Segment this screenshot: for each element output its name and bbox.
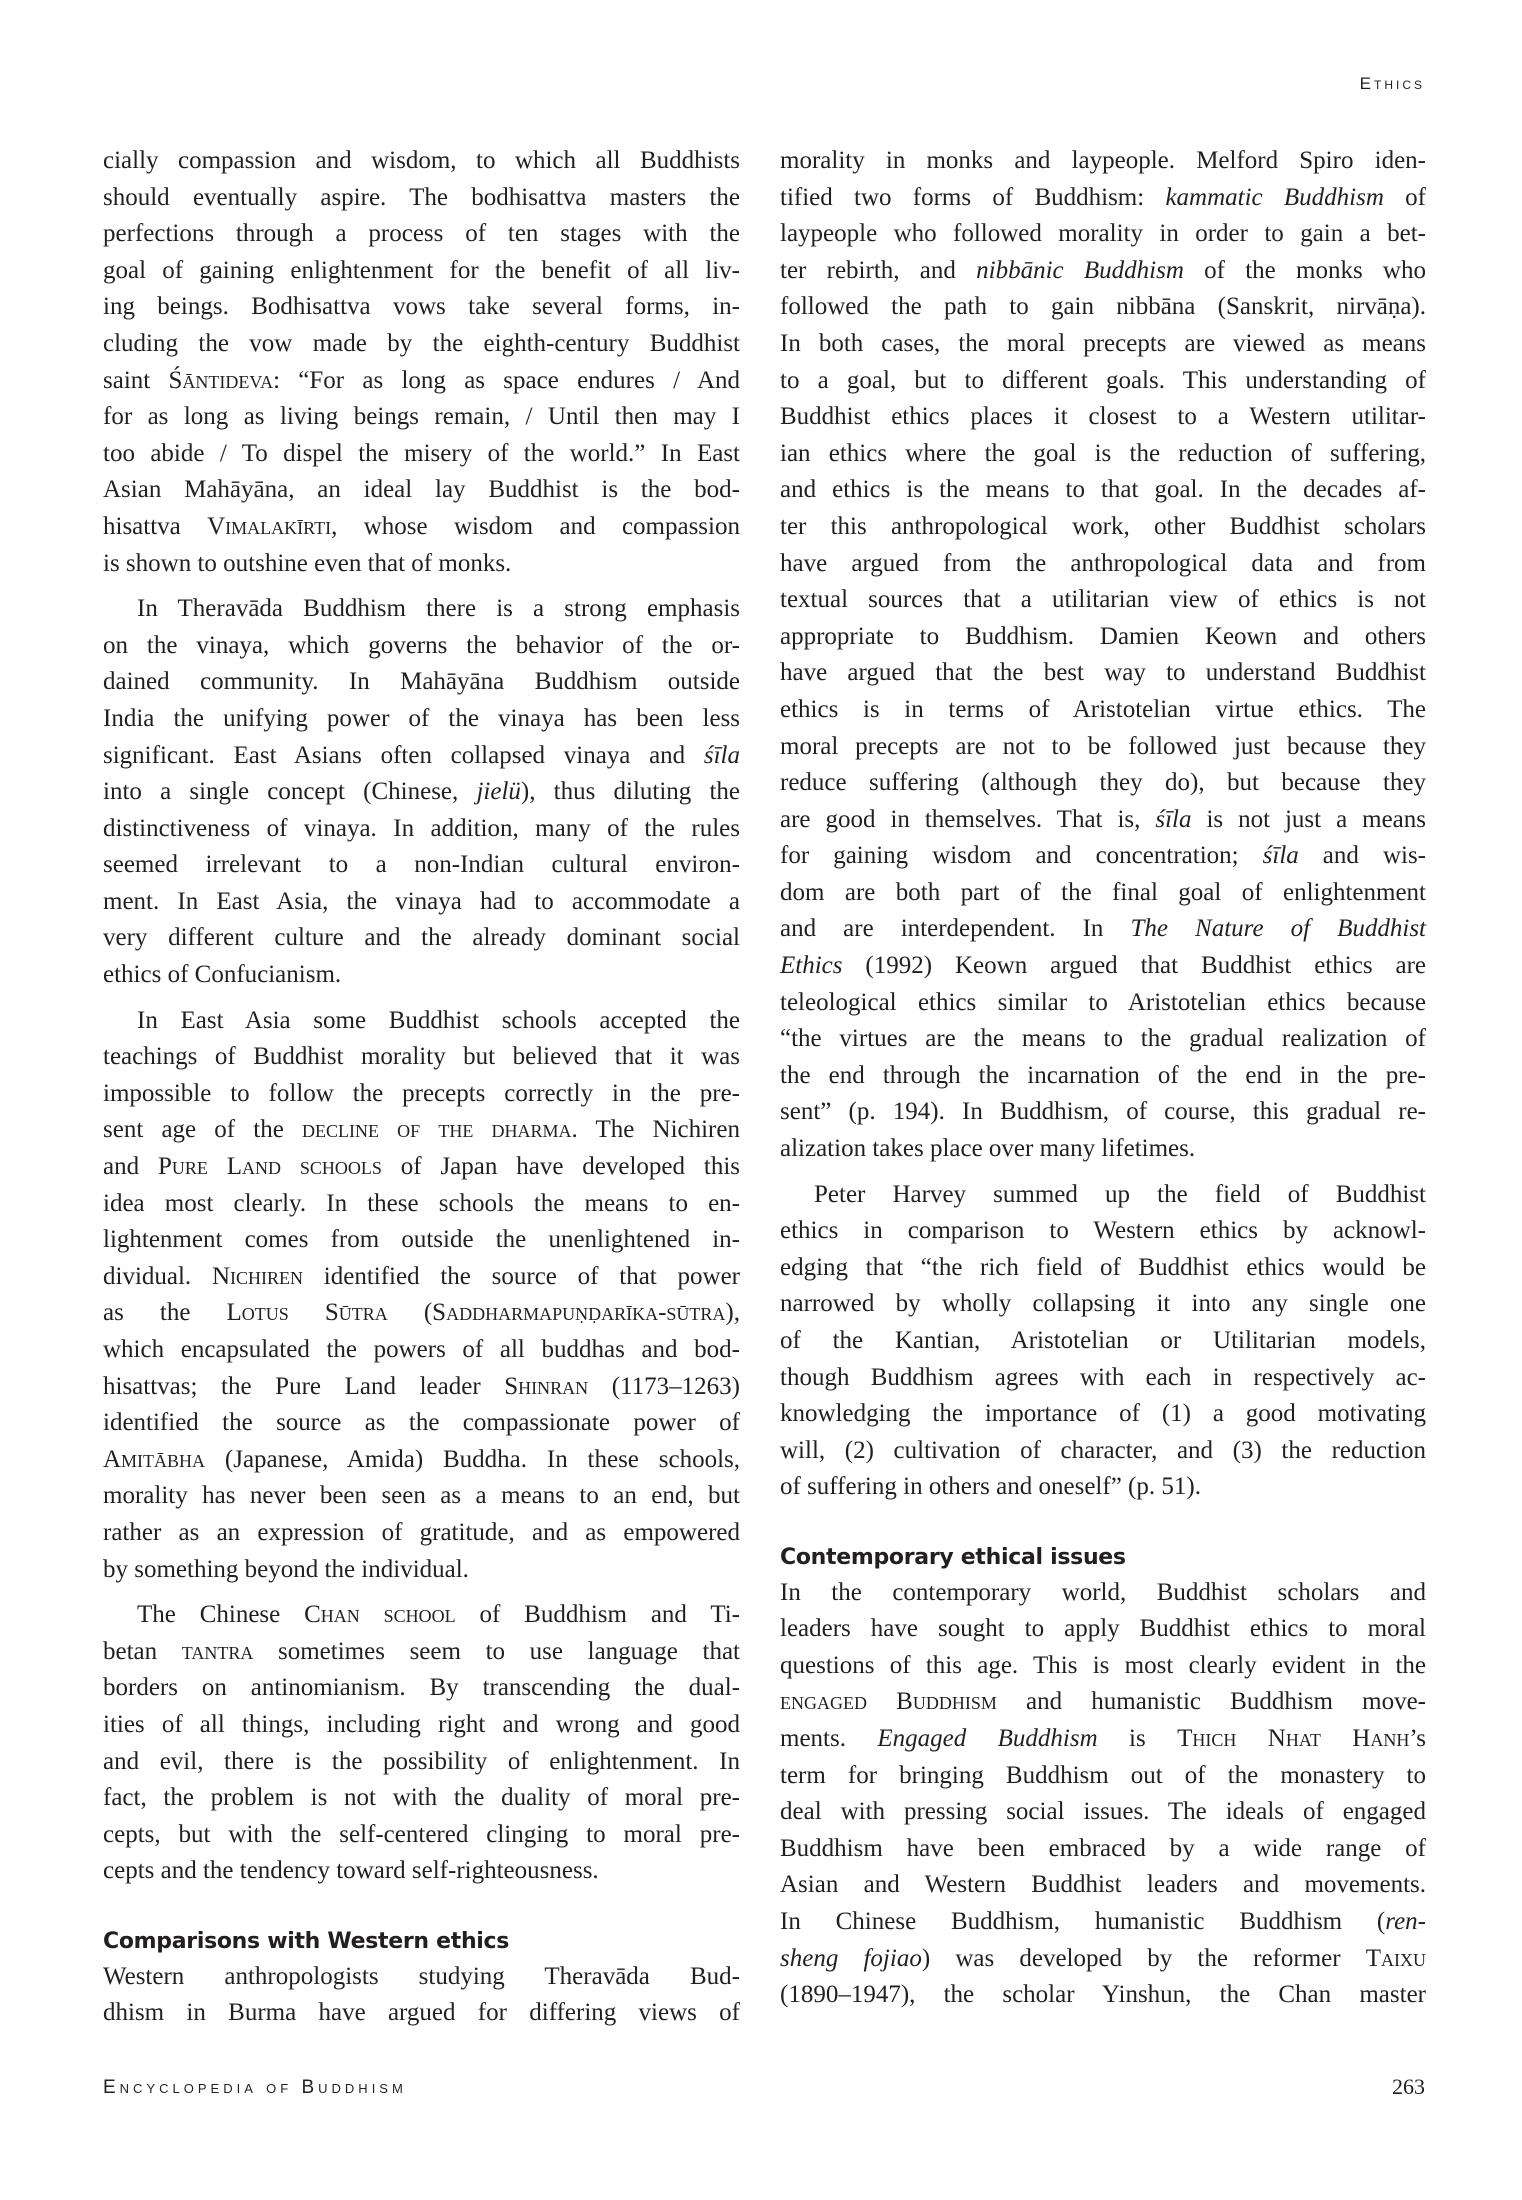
text-run: Asian and Western Buddhist leaders and movements. — [780, 1871, 1426, 1899]
text-line — [780, 1286, 1426, 1323]
text-run: (Japanese, Amida) Buddha. In these schools, — [205, 1445, 740, 1473]
text-run: ing beings. Bodhisattva vows take several forms, in- — [103, 293, 740, 321]
text-line — [103, 774, 740, 811]
text-run: ), thus diluting the — [520, 778, 740, 806]
cross-reference: Śāntideva — [168, 366, 274, 394]
text-run: In the contemporary world, Buddhist scholars and — [780, 1578, 1426, 1606]
cross-reference: Shinran — [504, 1372, 589, 1400]
text-run: dained community. In Mahāyāna Buddhism outside — [103, 668, 740, 696]
text-line — [103, 1003, 740, 1040]
paragraph-spacer — [780, 1168, 1426, 1177]
text-run: ian ethics where the goal is the reduction of suffering, — [780, 439, 1426, 467]
text-run: Peter Harvey summed up the field of Buddhist — [814, 1180, 1426, 1208]
text-run: In both cases, the moral precepts are viewed as means — [780, 329, 1426, 357]
cross-reference: Lotus Sūtra (Saddharmapuṇḍarīka-sūtra) — [226, 1299, 734, 1327]
text-line — [780, 1058, 1426, 1095]
section-heading: Comparisons with Western ethics — [103, 1928, 510, 1954]
text-run: cepts and the tendency toward self-righteousness. — [103, 1857, 599, 1885]
text-run: hisattva — [103, 512, 208, 540]
text-run: of — [1383, 183, 1426, 211]
text-run: significant. East Asians often collapsed vinaya and — [103, 741, 704, 769]
text-run: sent age of the — [103, 1116, 303, 1144]
text-line — [103, 472, 740, 509]
left-column — [103, 143, 740, 2032]
text-line — [103, 436, 740, 473]
text-run: : “For as long as space endures / And — [273, 366, 740, 394]
italic-term: nibbānic Buddhism — [976, 256, 1184, 284]
text-line — [780, 1758, 1426, 1795]
text-line — [103, 1332, 740, 1369]
text-line — [780, 1094, 1426, 1131]
text-run: saint — [103, 366, 169, 394]
footer-book-title: Encyclopedia of Buddhism — [103, 2077, 407, 2098]
text-run: cluding the vow made by the eighth-century Buddhist — [103, 329, 740, 357]
paragraph — [780, 143, 1426, 1168]
text-run: idea most clearly. In these schools the means to en- — [103, 1189, 740, 1217]
text-run: fact, the problem is not with the duality of moral pre- — [103, 1784, 740, 1812]
text-line — [780, 1684, 1426, 1721]
text-line — [780, 655, 1426, 692]
text-run: term for bringing Buddhism out of the monastery to — [780, 1761, 1426, 1789]
text-line — [103, 591, 740, 628]
text-line — [780, 802, 1426, 839]
text-line — [103, 1259, 740, 1296]
text-line — [103, 143, 740, 180]
text-line — [780, 509, 1426, 546]
text-line — [780, 1396, 1426, 1433]
text-run: and wis- — [1298, 842, 1427, 870]
text-run: of suffering in others and oneself” (p. 51). — [780, 1473, 1201, 1501]
text-line — [780, 253, 1426, 290]
text-run: have argued from the anthropological data and from — [780, 549, 1426, 577]
cross-reference: Pure Land schools — [157, 1153, 382, 1181]
text-line — [780, 875, 1426, 912]
text-run: , — [733, 1299, 740, 1327]
text-run: reduce suffering (although they do), but because they — [780, 769, 1426, 797]
text-run: and — [103, 1153, 158, 1181]
page-number: 263 — [1392, 2074, 1425, 2099]
text-line — [103, 701, 740, 738]
text-line — [780, 1323, 1426, 1360]
text-line — [103, 920, 740, 957]
text-run: sometimes seem to use language that — [253, 1637, 740, 1665]
text-run: perfections through a process of ten stages with the — [103, 220, 740, 248]
running-head: Ethics — [1359, 74, 1425, 93]
text-run: teleological ethics similar to Aristotelian ethics because — [780, 988, 1426, 1016]
paragraph — [780, 1575, 1426, 2014]
text-line — [780, 1360, 1426, 1397]
text-run: cially compassion and wisdom, to which all Buddhists — [103, 147, 740, 174]
text-line — [103, 957, 740, 994]
text-run: to a goal, but to different goals. This understanding of — [780, 366, 1426, 394]
text-run: moral precepts are not to be followed just because they — [780, 732, 1426, 760]
text-run: knowledging the importance of (1) a good motivating — [780, 1400, 1426, 1428]
text-run: India the unifying power of the vinaya has been less — [103, 704, 740, 732]
text-run: cepts, but with the self-centered clinging to moral pre- — [103, 1820, 740, 1848]
text-run: tified two forms of Buddhism: — [780, 183, 1166, 211]
text-run: “the virtues are the means to the gradual realization of — [780, 1025, 1426, 1053]
text-line — [103, 664, 740, 701]
text-line — [103, 811, 740, 848]
text-run: of Buddhism and Ti- — [455, 1601, 740, 1629]
text-run: lightenment comes from outside the unenlightened in- — [103, 1226, 740, 1254]
cross-reference: engaged Buddhism — [780, 1688, 997, 1716]
text-run: of the monks who — [1183, 256, 1426, 284]
text-run: and humanistic Buddhism move- — [996, 1688, 1426, 1716]
text-line — [103, 1995, 740, 2032]
text-run: by something beyond the individual. — [103, 1555, 469, 1583]
text-line — [103, 216, 740, 253]
italic-term: Ethics — [780, 952, 843, 980]
text-run: laypeople who followed morality in order to gain a bet- — [780, 220, 1426, 248]
text-line — [103, 1552, 740, 1589]
text-line — [103, 363, 740, 400]
text-run: followed the path to gain nibbāna (Sanskrit, nirvāṇa). — [780, 293, 1426, 321]
text-run: teachings of Buddhist morality but believed that it was — [103, 1043, 740, 1071]
text-run: very different culture and the already dominant social — [103, 924, 740, 952]
text-line — [780, 1213, 1426, 1250]
text-run: will, (2) cultivation of character, and (3) the reduction — [780, 1436, 1426, 1464]
text-run: the end through the incarnation of the end in the pre- — [780, 1061, 1426, 1089]
text-line — [103, 1222, 740, 1259]
text-run: leaders have sought to apply Buddhist ethics to moral — [780, 1615, 1426, 1643]
text-line — [103, 1853, 740, 1890]
text-line — [780, 180, 1426, 217]
text-run: ethics is in terms of Aristotelian virtue ethics. The — [780, 695, 1426, 723]
text-run: Asian Mahāyāna, an ideal lay Buddhist is the bod- — [103, 476, 740, 504]
text-run: The Chinese — [137, 1601, 305, 1629]
text-run: (1173–1263) — [588, 1372, 740, 1400]
text-run: ) was developed by the reformer — [921, 1944, 1366, 1972]
text-run: for as long as living beings remain, / Until then may I — [103, 403, 740, 431]
text-line — [780, 1721, 1426, 1758]
text-line — [780, 1977, 1426, 2014]
text-run: seemed irrelevant to a non-Indian cultural environ- — [103, 851, 740, 879]
text-line — [780, 1941, 1426, 1978]
text-line — [103, 884, 740, 921]
text-run: as the — [103, 1299, 227, 1327]
text-run: on the vinaya, which governs the behavior of the or- — [103, 631, 740, 659]
text-line — [780, 1794, 1426, 1831]
text-run: should eventually aspire. The bodhisattva masters the — [103, 183, 740, 211]
paragraph-spacer — [103, 1588, 740, 1597]
text-line — [780, 472, 1426, 509]
text-line — [103, 1597, 740, 1634]
text-line — [780, 838, 1426, 875]
text-line — [780, 582, 1426, 619]
section-heading: Contemporary ethical issues — [780, 1544, 1126, 1570]
text-line — [780, 619, 1426, 656]
text-line — [103, 509, 740, 546]
text-run: Buddhist ethics places it closest to a Western utilitar- — [780, 403, 1426, 431]
text-run: rather as an expression of gratitude, and as empowered — [103, 1518, 740, 1546]
text-line — [103, 1959, 740, 1996]
cross-reference: Nichiren — [211, 1262, 304, 1290]
text-run: deal with pressing social issues. The ideals of engaged — [780, 1798, 1426, 1826]
italic-term: śīla — [703, 741, 740, 769]
text-run: alization takes place over many lifetimes. — [780, 1135, 1196, 1163]
text-line — [780, 1433, 1426, 1470]
text-line — [780, 143, 1426, 180]
text-run: ments. — [780, 1724, 878, 1752]
text-line — [780, 692, 1426, 729]
text-run: ethics in comparison to Western ethics by acknowl- — [780, 1217, 1426, 1245]
text-line — [103, 180, 740, 217]
text-run: ’s — [1409, 1724, 1427, 1752]
text-run: borders on antinomianism. By transcending the dual- — [103, 1674, 740, 1702]
text-line — [780, 1904, 1426, 1941]
text-line — [103, 1478, 740, 1515]
text-line — [103, 1442, 740, 1479]
text-run: dom are both part of the final goal of enlightenment — [780, 878, 1426, 906]
text-run: ities of all things, including right and wrong and good — [103, 1710, 740, 1738]
text-line — [780, 985, 1426, 1022]
text-line — [103, 1076, 740, 1113]
text-run: edging that “the rich field of Buddhist ethics would be — [780, 1253, 1426, 1281]
section-spacer — [780, 1506, 1426, 1538]
text-line — [103, 1039, 740, 1076]
text-run: identified the source of that power — [303, 1262, 740, 1290]
cross-reference: Taixu — [1365, 1944, 1426, 1972]
text-line — [780, 1575, 1426, 1612]
text-run: questions of this age. This is most clearly evident in the — [780, 1651, 1426, 1679]
text-line — [103, 289, 740, 326]
cross-reference: Vimalakīrti — [207, 512, 332, 540]
text-line — [780, 911, 1426, 948]
italic-term: ren- — [1385, 1907, 1426, 1935]
text-line — [103, 1670, 740, 1707]
text-line — [103, 847, 740, 884]
text-run: for gaining wisdom and concentration; — [780, 842, 1263, 870]
text-line — [780, 1831, 1426, 1868]
text-line — [780, 546, 1426, 583]
text-line — [103, 326, 740, 363]
text-line — [780, 326, 1426, 363]
text-run: which encapsulated the powers of all buddhas and bod- — [103, 1336, 740, 1363]
text-line — [103, 1634, 740, 1671]
text-run: betan — [103, 1637, 182, 1665]
cross-reference: decline of the dharma — [302, 1116, 572, 1144]
text-line — [103, 1295, 740, 1332]
text-line — [103, 1186, 740, 1223]
text-run: morality has never been seen as a means to an end, but — [103, 1482, 740, 1510]
italic-term: jielü — [476, 778, 521, 806]
cross-reference: Chan school — [304, 1601, 456, 1629]
text-line — [780, 1250, 1426, 1287]
italic-term: The Nature of Buddhist — [1130, 915, 1426, 943]
text-run: dividual. — [103, 1262, 212, 1290]
text-run: goal of gaining enlightenment for the benefit of all liv- — [103, 256, 740, 284]
paragraph — [103, 1959, 740, 2032]
text-run: are good in themselves. That is, — [780, 805, 1156, 833]
paragraph — [103, 1003, 740, 1589]
text-line — [780, 948, 1426, 985]
text-run: and ethics is the means to that goal. In the decades af- — [780, 476, 1426, 504]
text-line — [103, 1817, 740, 1854]
text-run: , whose wisdom and compassion — [331, 512, 740, 540]
text-run: impossible to follow the precepts correctly in the pre- — [103, 1079, 740, 1107]
cross-reference: Amitābha — [103, 1445, 206, 1473]
text-run: too abide / To dispel the misery of the world.” In East — [103, 439, 740, 467]
paragraph — [780, 1177, 1426, 1506]
cross-reference: Thich Nhat Hanh — [1177, 1724, 1410, 1752]
text-run: ethics of Confucianism. — [103, 961, 342, 989]
text-run: dhism in Burma have argued for differing views of — [103, 1999, 740, 2027]
text-line — [780, 1177, 1426, 1214]
text-run: (1992) Keown argued that Buddhist ethics are — [842, 952, 1426, 980]
paragraph — [103, 1597, 740, 1890]
italic-term: kammatic Buddhism — [1165, 183, 1384, 211]
text-run: of Japan have developed this — [381, 1153, 740, 1181]
text-line — [103, 1515, 740, 1552]
text-run: into a single concept (Chinese, — [103, 778, 477, 806]
text-line — [780, 729, 1426, 766]
paragraph-spacer — [103, 582, 740, 591]
text-line — [103, 1369, 740, 1406]
text-run: is shown to outshine even that of monks. — [103, 549, 512, 577]
cross-reference: tantra — [181, 1637, 254, 1665]
text-line — [780, 1469, 1426, 1506]
italic-term: śīla — [1262, 842, 1299, 870]
text-run: and are interdependent. In — [780, 915, 1131, 943]
text-line — [103, 628, 740, 665]
text-line — [780, 216, 1426, 253]
text-line — [780, 765, 1426, 802]
text-run: morality in monks and laypeople. Melford Spiro iden- — [780, 147, 1426, 174]
text-line — [780, 399, 1426, 436]
text-run: and evil, there is the possibility of enlightenment. In — [103, 1747, 740, 1775]
text-run: Buddhism have been embraced by a wide range of — [780, 1834, 1426, 1862]
text-line — [780, 289, 1426, 326]
text-line — [103, 1112, 740, 1149]
text-line — [103, 546, 740, 583]
italic-term: sheng fojiao — [780, 1944, 922, 1972]
text-run: sent” (p. 194). In Buddhism, of course, this gradual re- — [780, 1098, 1426, 1126]
text-run: ment. In East Asia, the vinaya had to accommodate a — [103, 887, 740, 915]
text-run: ter rebirth, and — [780, 256, 977, 284]
text-run: is — [1097, 1724, 1178, 1752]
text-run: of the Kantian, Aristotelian or Utilitarian models, — [780, 1327, 1426, 1354]
text-line — [780, 436, 1426, 473]
text-line — [103, 1780, 740, 1817]
text-line — [780, 363, 1426, 400]
right-column — [780, 143, 1426, 2014]
text-line — [103, 399, 740, 436]
text-line — [780, 1021, 1426, 1058]
text-line — [103, 738, 740, 775]
text-line — [780, 1867, 1426, 1904]
text-line — [780, 1648, 1426, 1685]
paragraph — [103, 143, 740, 582]
text-line — [780, 1611, 1426, 1648]
text-run: appropriate to Buddhism. Damien Keown and others — [780, 622, 1426, 650]
text-line — [103, 1744, 740, 1781]
text-run: narrowed by wholly collapsing it into any single one — [780, 1290, 1426, 1318]
text-line — [780, 1131, 1426, 1168]
text-run: In Chinese Buddhism, humanistic Buddhism ( — [780, 1907, 1386, 1935]
text-run: . The Nichiren — [571, 1116, 740, 1144]
text-run: hisattvas; the Pure Land leader — [103, 1372, 505, 1400]
italic-term: Engaged Buddhism — [877, 1724, 1098, 1752]
text-run: distinctiveness of vinaya. In addition, many of the rules — [103, 814, 740, 842]
text-run: though Buddhism agrees with each in respectively ac- — [780, 1363, 1426, 1391]
section-spacer — [103, 1890, 740, 1922]
text-run: have argued that the best way to understand Buddhist — [780, 659, 1426, 687]
text-run: In East Asia some Buddhist schools accepted the — [137, 1006, 740, 1034]
text-line — [103, 253, 740, 290]
text-run: ter this anthropological work, other Buddhist scholars — [780, 512, 1426, 540]
italic-term: śīla — [1155, 805, 1192, 833]
text-line — [103, 1707, 740, 1744]
text-run: In Theravāda Buddhism there is a strong emphasis — [137, 595, 740, 623]
text-run: identified the source as the compassionate power of — [103, 1409, 740, 1437]
paragraph — [103, 591, 740, 994]
text-run: is not just a means — [1191, 805, 1426, 833]
paragraph-spacer — [103, 994, 740, 1003]
text-run: (1890–1947), the scholar Yinshun, the Chan master — [780, 1981, 1426, 2009]
text-line — [103, 1149, 740, 1186]
text-line — [103, 1405, 740, 1442]
text-run: textual sources that a utilitarian view of ethics is not — [780, 586, 1426, 614]
text-run: Western anthropologists studying Theravāda Bud- — [103, 1962, 740, 1990]
